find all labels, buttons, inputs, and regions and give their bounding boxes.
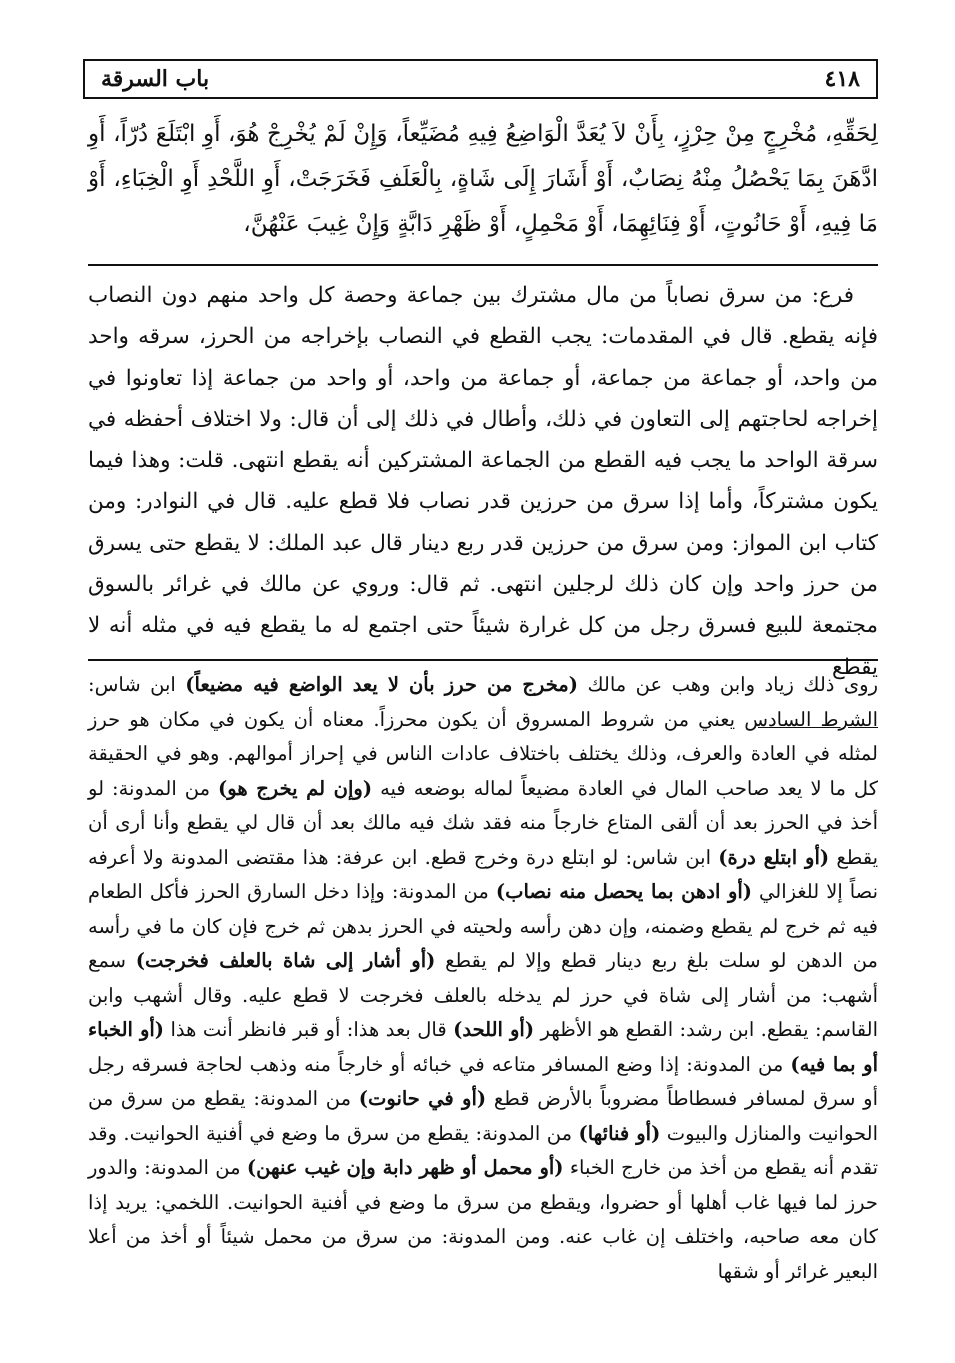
text-run: من المدونة: إذا وضع المسافر متاعه في خبائه أو خارجاً منه وذهب لحاجة فسرقه رجل أو سرق لمسافر فسطاطاً مضروباً بالأرض قطع (88, 1052, 878, 1110)
underlined-term: الشرط السادس (744, 707, 878, 731)
text-run: من المدونة: يقطع من سرق من الحوانيت والمنازل والبيوت (88, 1087, 878, 1145)
text-run: من المدونة: وإذا دخل السارق الحرز فأكل الطعام فيه ثم خرج لم يقطع وضمنه، وإن دهن رأسه ولحيته في الحرز بدهن ثم خرج فإن كان ما في رأسه من الدهن لو سلت بلغ ربع دينار قطع وإلا لم يقطع (88, 880, 878, 972)
quoted-matn: (مخرج من حرز بأن لا يعد الواضع فيه مضيعاً) (185, 673, 578, 696)
text-run: سمع أشهب: من أشار إلى شاة في حرز لم يدخله بالعلف فخرجت لا قطع عليه. وقال أشهب وابن القاسم: يقطع. ابن رشد: القطع هو الأظهر (88, 949, 879, 1041)
quoted-matn: (وإن لم يخرج هو) (218, 776, 373, 800)
page-number: ٤١٨ (824, 66, 860, 92)
quoted-matn: (أو ابتلع درة) (718, 845, 830, 869)
text-run: ابن شاس: لو ابتلع درة وخرج قطع. ابن عرفة: هذا مقتضى المدونة ولا أعرفه نصاً إلا للغزالي (88, 845, 879, 903)
text-run: ابن شاس: (88, 673, 176, 696)
text-run: يعني من شروط المسروق أن يكون محرزاً. معناه أن يكون في مكان هو حرز لمثله في العادة والعرف، وذلك يختلف باختلاف عادات الناس في إحراز أموالهم. وهو في الحقيقة كل ما لا يعد صاحب المال في العادة مضيعاً لماله بوضعه فيه (88, 707, 878, 800)
text-run: روى ذلك زياد وابن وهب عن مالك (587, 673, 879, 696)
divider-top (88, 264, 878, 266)
commentary-lower (88, 668, 878, 1289)
quoted-matn: (أو اللحد) (453, 1018, 535, 1041)
text-run: من المدونة: يقطع من سرق ما وضع في أفنية الحوانيت. وقد تقدم أنه يقطع من أخذ من خارج الخباء (88, 1121, 878, 1179)
quoted-matn: (أو أشار إلى شاة بالعلف فخرجت) (135, 949, 436, 972)
matn-text: لِحَقِّهِ، مُخْرِجٍ مِنْ حِرْزٍ، بِأَنْ لاَ يُعَدَّ الْوَاضِعُ فِيهِ مُضَيِّعاً، وَإِنْ لَمْ يُخْرِجْ هُوَ، أَوِ ابْتَلَعَ دُرّاً، أَوِ ادَّهَنَ بِمَا يَحْصُلُ مِنْهُ نِصَابٌ، أَوْ أَشَارَ إِلَى شَاةٍ، بِالْعَلَفِ فَخَرَجَتْ، أَوِ اللَّحْدِ أَوِ الْخِبَاءِ، أَوْ مَا فِيهِ، أَوْ حَانُوتٍ، أَوْ فِنَائِهِمَا، أَوْ مَحْمِلٍ، أَوْ ظَهْرِ دَابَّةٍ وَإِنْ غِيبَ عَنْهُنَّ، (88, 121, 878, 237)
quoted-matn: (أو فنائها) (578, 1121, 661, 1145)
commentary-upper: فرع: من سرق نصاباً من مال مشترك بين جماعة وحصة كل واحد منهم دون النصاب فإنه يقطع. قال في المقدمات: يجب القطع في النصاب بإخراجه من الحرز، سرقه واحد من واحد، أو جماعة من جماعة، أو جماعة من واحد، أو واحد من جماعة إذا تعاونوا في إخراجه لحاجتهم إلى التعاون في ذلك، وأطال في ذلك إلى أن قال: ولا اختلاف أحفظه في سرقة الواحد ما يجب فيه القطع من الجماعة المشتركين أنه يقطع انتهى. قلت: وهذا فيما يكون مشتركاً، وأما إذا سرق من حرزين قدر نصاب فلا قطع عليه. قال في النوادر: ومن كتاب ابن المواز: ومن سرق من حرزين قدر ربع دينار قال عبد الملك: لا يقطع حتى يسرق من حرز واحد وإن كان ذلك لرجلين انتهى. ثم قال: وروي عن مالك في غرائر بالسوق مجتمعة للبيع فسرق رجل من كل غرارة شيئاً حتى اجتمع له ما يقطع فيه في مثله أنه لا يقطع (88, 283, 878, 680)
quoted-matn: (أو محمل أو ظهر دابة وإن غيب عنهن) (246, 1156, 564, 1179)
text-run: من المدونة: لو أخذ في الحرز بعد أن ألقى المتاع خارجاً منه فقد شك فيه مالك بعد أن قال لي يقطع وأنا أرى أن يقطع (88, 776, 879, 869)
page-header (83, 59, 878, 99)
divider-bottom (88, 659, 878, 661)
quoted-matn: (أو في حانوت) (358, 1087, 487, 1110)
quoted-matn: (أو ادهن بما يحصل منه نصاب) (495, 880, 753, 903)
text-run: من المدونة: والدور حرز لما فيها غاب أهلها أو حضروا، ويقطع من سرق ما وضع في أفنية الحوانيت. اللخمي: يريد إذا كان معه صاحبه، واختلف إن غاب عنه. ومن المدونة: من سرق من محمل شيئاً أو أخذ من أعلا البعير غرائر أو شقها (88, 1156, 878, 1283)
text-run: قال بعد هذا: أو قبر فانظر أنت هذا (170, 1018, 447, 1041)
quoted-matn: (أو الخباء أو بما فيه) (88, 1018, 878, 1076)
chapter-title: باب السرقة (101, 66, 210, 92)
